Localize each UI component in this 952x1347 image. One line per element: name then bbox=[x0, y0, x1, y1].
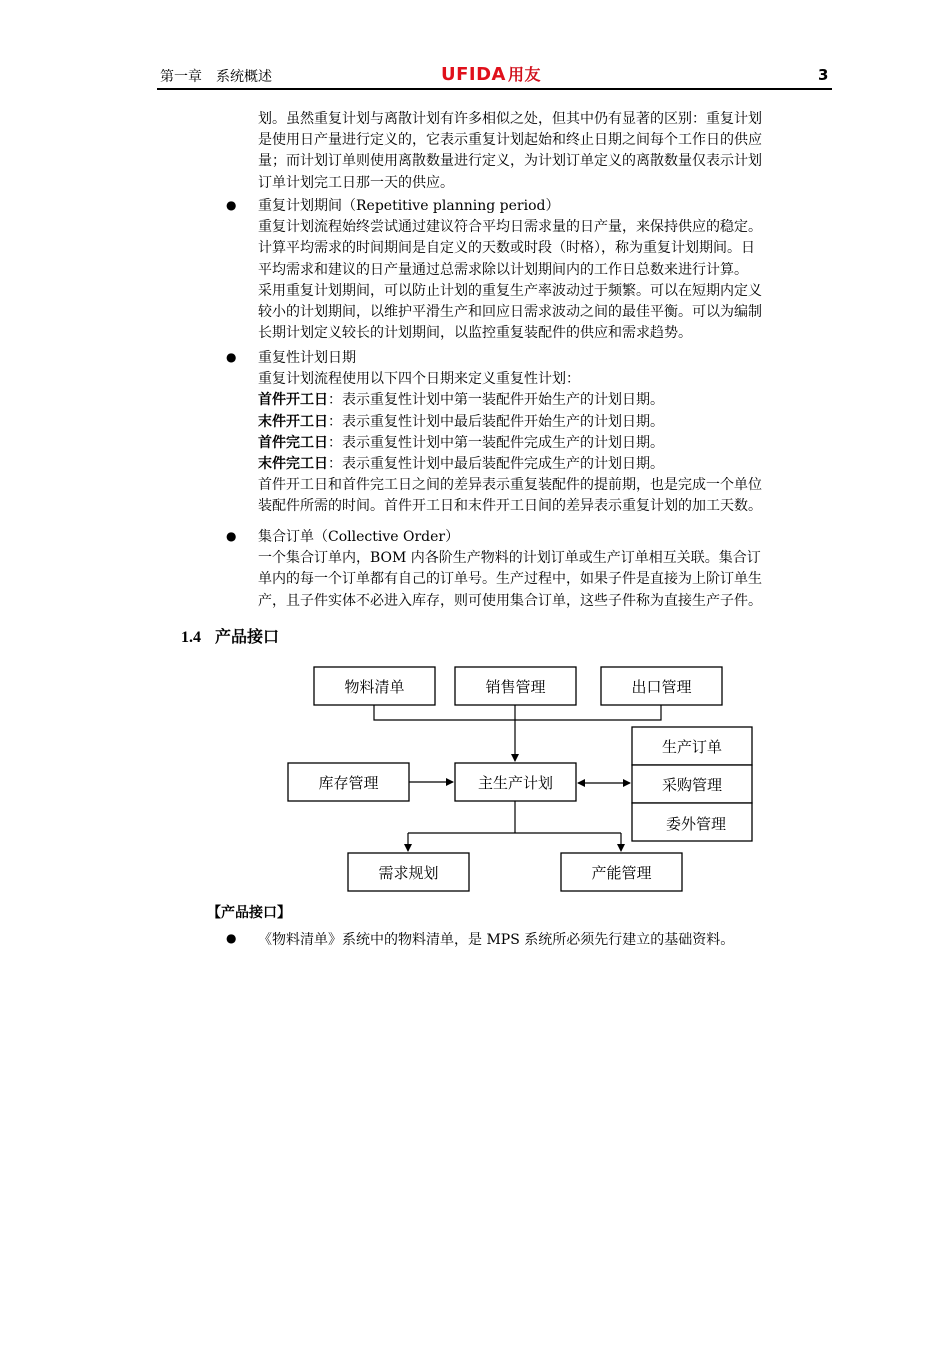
chapter-title: 系统概述 bbox=[216, 69, 272, 85]
bullet-title: 重复计划期间（Repetitive planning period） bbox=[258, 198, 560, 214]
figure-caption: 【产品接口】 bbox=[207, 905, 291, 921]
bullet-dot: ● bbox=[226, 931, 237, 945]
term: 首件开工日 bbox=[258, 392, 328, 409]
bullet-title: 集合订单（Collective Order） bbox=[258, 529, 460, 545]
chapter-number: 第一章 bbox=[160, 69, 202, 85]
text-line: 较小的计划期间，以维护平滑生产和回应日需求波动之间的最佳平衡。可以为编制 bbox=[258, 303, 762, 320]
label-demand: 需求规划 bbox=[378, 864, 439, 882]
text-line: 重复计划流程始终尝试通过建议符合平均日需求量的日产量，来保持供应的稳定。 bbox=[258, 219, 762, 236]
term-desc: ：表示重复性计划中最后装配件完成生产的计划日期。 bbox=[328, 455, 664, 472]
text-line: 一个集合订单内，BOM 内各阶生产物料的计划订单或生产订单相互关联。集合订 bbox=[258, 550, 761, 567]
text-line: 长期计划定义较长的计划期间，以监控重复装配件的供应和需求趋势。 bbox=[258, 325, 692, 342]
bullet-dot: ● bbox=[226, 350, 237, 364]
text-line: 计算平均需求的时间期间是自定义的天数或时段（时格），称为重复计划期间。日 bbox=[258, 240, 755, 257]
term-desc: ：表示重复性计划中最后装配件开始生产的计划日期。 bbox=[328, 413, 664, 430]
page-number: 3 bbox=[818, 66, 829, 84]
text-line: 采用重复计划期间，可以防止计划的重复生产率波动过于频繁。可以在短期内定义 bbox=[258, 282, 762, 299]
bullet-dot: ● bbox=[226, 529, 237, 543]
label-outsource: 委外管理 bbox=[665, 815, 727, 833]
label-capacity: 产能管理 bbox=[591, 864, 652, 882]
section-number: 1.4 bbox=[181, 629, 201, 646]
label-sales: 销售管理 bbox=[485, 678, 546, 696]
bullet-title: 重复性计划日期 bbox=[258, 350, 356, 366]
text-line: 订单计划完工日那一天的供应。 bbox=[258, 174, 454, 191]
text-line: 平均需求和建议的日产量通过总需求除以计划期间内的工作日总数来进行计算。 bbox=[258, 261, 748, 278]
label-production-order: 生产订单 bbox=[661, 738, 723, 756]
label-mps: 主生产计划 bbox=[477, 774, 554, 792]
text-line: 装配件所需的时间。首件开工日和末件开工日间的差异表示重复计划的加工天数。 bbox=[258, 498, 762, 515]
logo-text: UFIDA bbox=[441, 64, 506, 85]
bom-interface-text: 《物料清单》系统中的物料清单，是 MPS 系统所必须先行建立的基础资料。 bbox=[258, 932, 735, 948]
section-title: 产品接口 bbox=[215, 627, 280, 646]
text-line: 划。虽然重复计划与离散计划有许多相似之处，但其中仍有显著的区别：重复计划 bbox=[258, 111, 762, 127]
text-line: 重复计划流程使用以下四个日期来定义重复性计划： bbox=[258, 371, 580, 388]
label-purchase: 采购管理 bbox=[661, 776, 723, 794]
term-desc: ：表示重复性计划中第一装配件完成生产的计划日期。 bbox=[328, 434, 664, 451]
connector-top bbox=[374, 705, 661, 720]
bullet-dot: ● bbox=[226, 198, 237, 212]
label-export: 出口管理 bbox=[631, 678, 692, 696]
text-line: 量；而计划订单则使用离散数量进行定义，为计划订单定义的离散数量仅表示计划 bbox=[258, 153, 762, 170]
term: 末件开工日 bbox=[258, 413, 328, 430]
text-line: 产，且子件实体不必进入库存，则可使用集合订单，这些子件称为直接生产子件。 bbox=[258, 592, 762, 609]
text-line: 是使用日产量进行定义的，它表示重复计划起始和终止日期之间每个工作日的供应 bbox=[258, 132, 762, 149]
logo-cn: 用友 bbox=[507, 65, 541, 84]
term: 首件完工日 bbox=[258, 434, 328, 451]
label-inventory: 库存管理 bbox=[318, 774, 379, 792]
label-bom: 物料清单 bbox=[344, 678, 405, 696]
text-line: 首件开工日和首件完工日之间的差异表示重复装配件的提前期，也是完成一个单位 bbox=[258, 477, 762, 494]
text-line: 单内的每一个订单都有自己的订单号。生产过程中，如果子件是直接为上阶订单生 bbox=[258, 571, 762, 588]
term: 末件完工日 bbox=[258, 455, 328, 472]
term-desc: ：表示重复性计划中第一装配件开始生产的计划日期。 bbox=[328, 392, 664, 409]
